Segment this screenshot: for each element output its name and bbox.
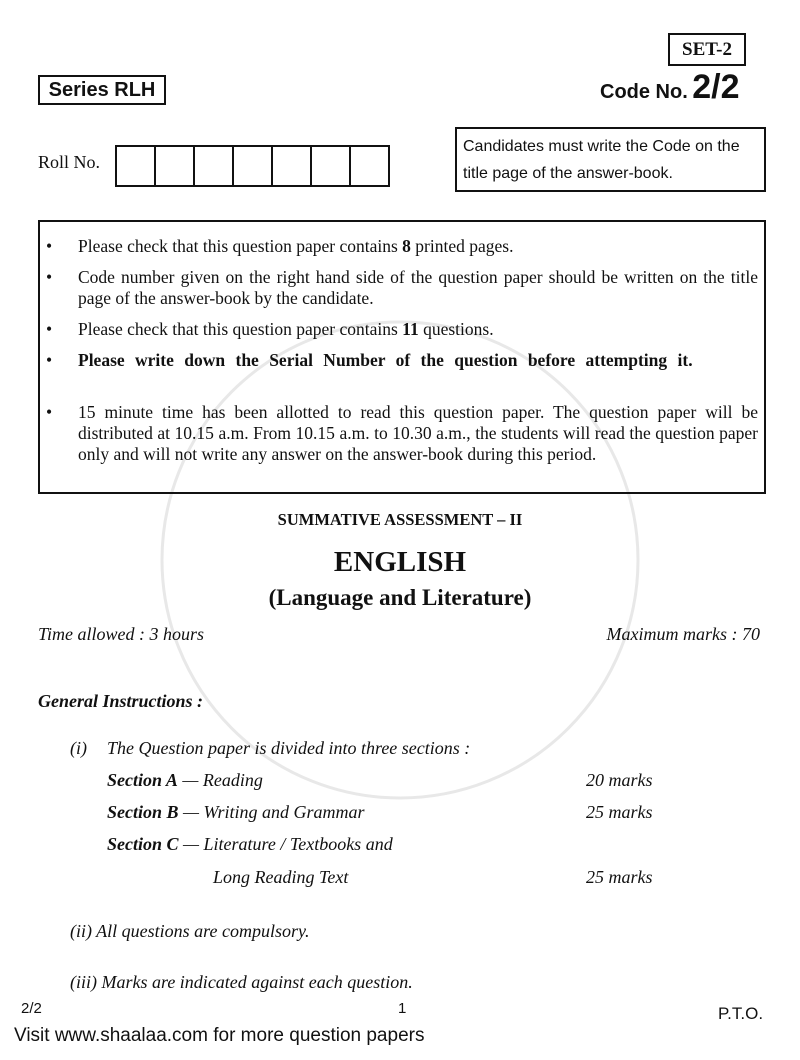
section-b-marks: 25 marks — [586, 802, 653, 822]
instruction-2: Code number given on the right hand side of the question paper should be written on the title page of the answer-book by the candidate. — [78, 267, 758, 308]
roll-number-cell[interactable] — [154, 145, 195, 187]
candidate-note — [455, 127, 766, 192]
roll-number-cell[interactable] — [193, 145, 234, 187]
note-line: title page of the answer-book. — [463, 165, 673, 182]
subject-title: ENGLISH — [333, 546, 467, 578]
note-line: Candidates must write the Code on the — [463, 138, 740, 155]
general-instructions-heading: General Instructions : — [38, 691, 204, 711]
instruction-1: Please check that this question paper contains 8 printed pages. — [78, 236, 514, 256]
assessment-title: SUMMATIVE ASSESSMENT – II — [277, 510, 523, 529]
footer-code: 2/2 — [21, 1000, 42, 1017]
shaalaa-link[interactable]: Visit www.shaalaa.com for more question papers — [14, 1025, 425, 1046]
time-allowed: Time allowed : 3 hours — [38, 624, 205, 644]
bullet: • — [46, 236, 53, 256]
bullet: • — [46, 267, 53, 287]
instruction-4: Please write down the Serial Number of the question before attempting it. — [78, 350, 693, 370]
code-value: 2/2 — [692, 68, 740, 106]
roll-label: Roll No. — [38, 152, 101, 172]
maximum-marks: Maximum marks : 70 — [606, 624, 760, 644]
item-i-text: The Question paper is divided into three sections : — [107, 738, 471, 758]
pto: P.T.O. — [718, 1004, 764, 1023]
set-badge: SET-2 — [668, 33, 746, 66]
item-iii: (iii) Marks are indicated against each question. — [70, 972, 413, 992]
code-number — [600, 68, 740, 107]
roll-number-cell[interactable] — [271, 145, 312, 187]
roll-number-cell[interactable] — [349, 145, 390, 187]
subject-subtitle: (Language and Literature) — [268, 585, 532, 610]
page-number: 1 — [398, 1000, 407, 1017]
bullet: • — [46, 319, 53, 339]
section-c: Section C — Literature / Textbooks and — [107, 834, 393, 854]
roll-number-cell[interactable] — [115, 145, 156, 187]
item-ii: (ii) All questions are compulsory. — [70, 921, 310, 941]
roll-number-cell[interactable] — [232, 145, 273, 187]
bullet: • — [46, 350, 53, 370]
roll-number-boxes[interactable] — [115, 145, 390, 187]
roll-number-cell[interactable] — [310, 145, 351, 187]
item-i-number: (i) — [70, 738, 87, 758]
section-c-marks: 25 marks — [586, 867, 653, 887]
bullet: • — [46, 402, 53, 422]
section-a: Section A — Reading — [107, 770, 263, 790]
instruction-3: Please check that this question paper contains 11 questions. — [78, 319, 494, 339]
section-a-marks: 20 marks — [586, 770, 653, 790]
section-b: Section B — Writing and Grammar — [107, 802, 365, 822]
instruction-5: 15 minute time has been allotted to read this question paper. The question paper will be distributed at 10.15 a.m. From 10.15 a.m. to 10.30 a.m., the students will read the question paper only and will not write any answer on the answer-book during this period. — [78, 402, 758, 464]
code-label: Code No. — [600, 81, 688, 103]
section-c-continued: Long Reading Text — [213, 867, 349, 887]
series-badge: Series RLH — [38, 75, 166, 105]
